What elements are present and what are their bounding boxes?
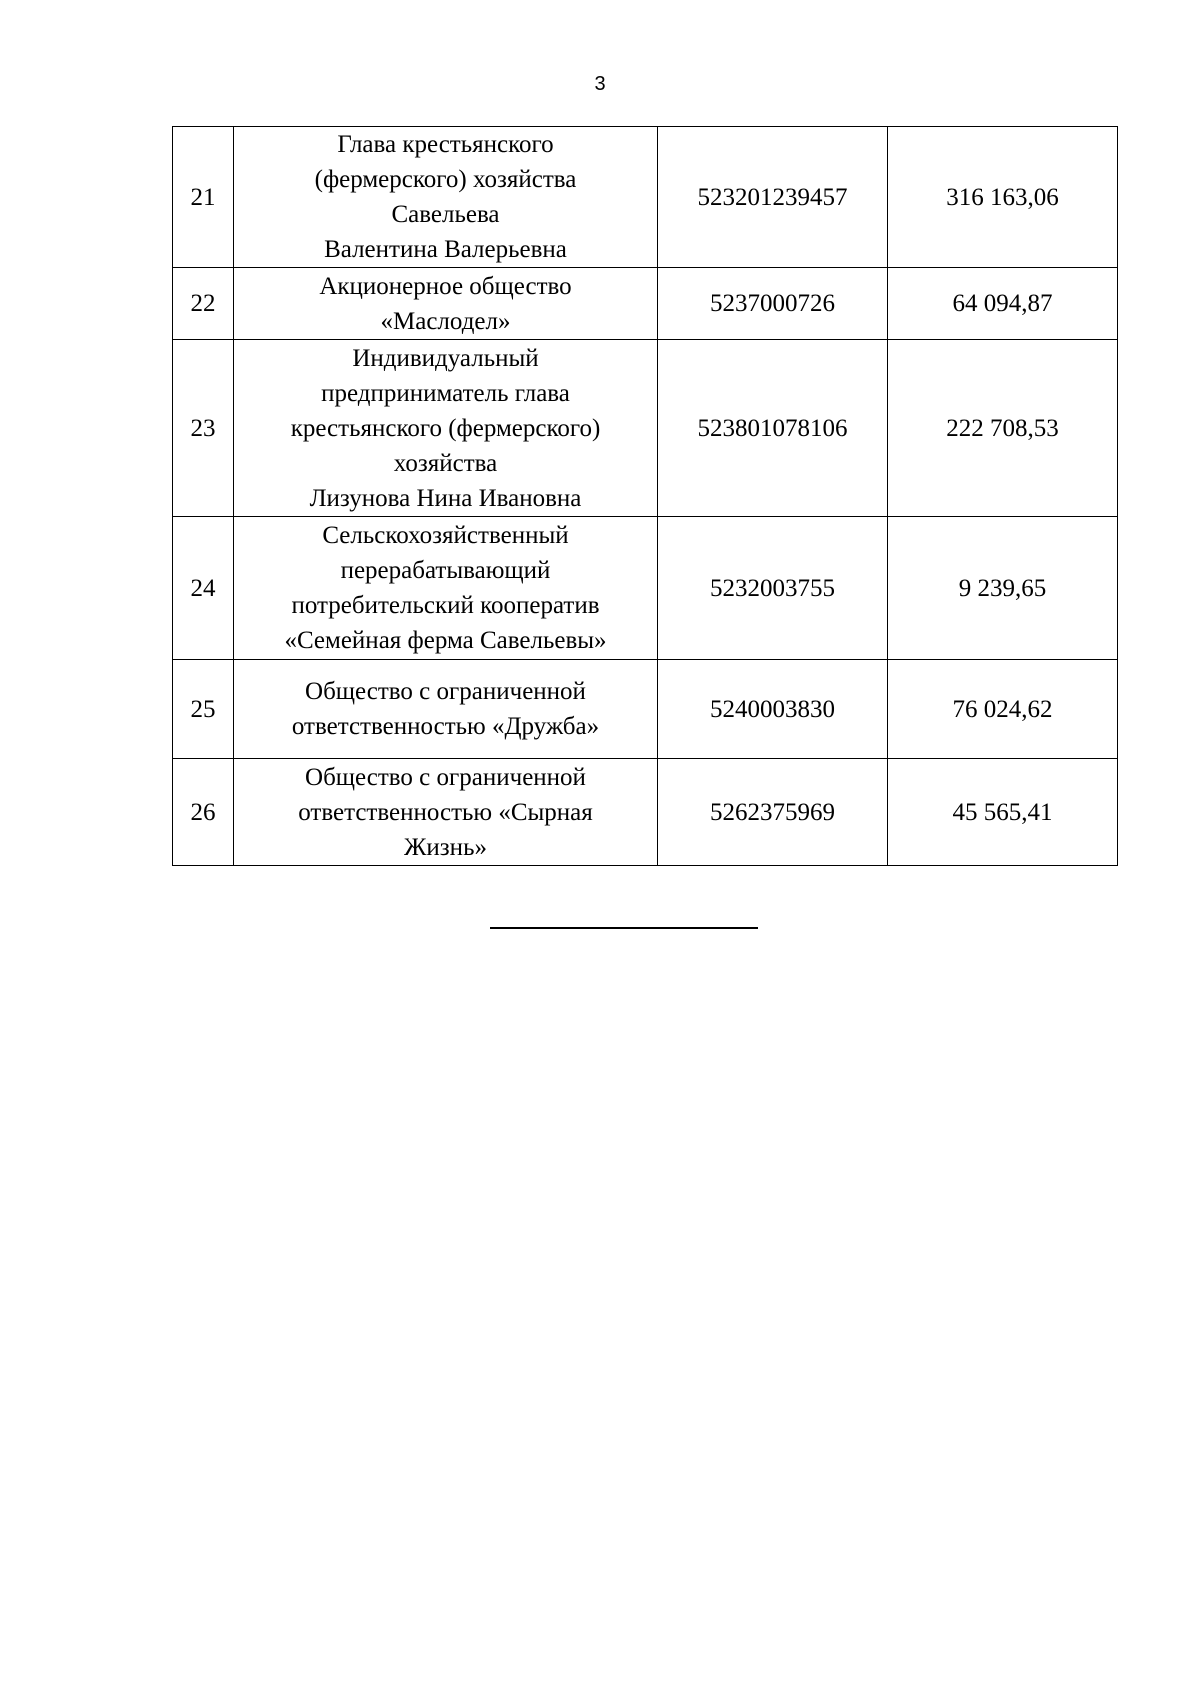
name-line: хозяйства xyxy=(393,449,498,477)
registry-table xyxy=(172,126,1118,866)
end-of-document-rule xyxy=(490,927,758,929)
name-line: «Маслодел» xyxy=(380,307,511,335)
row-number: 23 xyxy=(173,340,234,517)
name-line: Общество с ограниченной xyxy=(305,678,586,705)
amount-cell: 316 163,06 xyxy=(888,127,1118,268)
name-line: крестьянского (фермерского) xyxy=(290,414,601,442)
row-number: 24 xyxy=(173,517,234,660)
name-line: Савельева xyxy=(391,201,500,228)
row-number: 25 xyxy=(173,660,234,759)
table-row xyxy=(173,340,1118,517)
name-line: Индивидуальный xyxy=(352,344,539,372)
inn-cell: 5237000726 xyxy=(658,268,888,340)
organization-name xyxy=(234,660,658,759)
name-line: предприниматель глава xyxy=(321,379,570,407)
inn-cell: 5262375969 xyxy=(658,759,888,866)
organization-name xyxy=(234,759,658,866)
row-number: 22 xyxy=(173,268,234,340)
row-number: 21 xyxy=(173,127,234,268)
table-row xyxy=(173,517,1118,660)
name-line: «Семейная ферма Савельевы» xyxy=(284,627,607,654)
organization-name xyxy=(234,268,658,340)
name-line: Валентина Валерьевна xyxy=(324,236,567,263)
inn-cell: 5232003755 xyxy=(658,517,888,660)
name-line: Акционерное общество xyxy=(319,272,572,300)
name-line: Жизнь» xyxy=(404,833,487,861)
amount-cell: 64 094,87 xyxy=(888,268,1118,340)
table-row xyxy=(173,759,1118,866)
name-line: Глава крестьянского xyxy=(337,131,554,158)
table-row xyxy=(173,268,1118,340)
name-line: (фермерского) хозяйства xyxy=(314,166,577,193)
amount-cell: 9 239,65 xyxy=(888,517,1118,660)
page-number: 3 xyxy=(594,73,606,95)
name-line: Общество с ограниченной xyxy=(305,763,586,791)
table-row xyxy=(173,660,1118,759)
name-line: ответственностью «Дружба» xyxy=(291,713,600,740)
name-line: перерабатывающий xyxy=(340,557,551,584)
inn-cell: 523801078106 xyxy=(658,340,888,517)
amount-cell: 76 024,62 xyxy=(888,660,1118,759)
name-line: ответственностью «Сырная xyxy=(298,798,593,826)
organization-name xyxy=(234,340,658,517)
row-number: 26 xyxy=(173,759,234,866)
name-line: потребительский кооператив xyxy=(291,592,600,619)
name-line: Сельскохозяйственный xyxy=(322,522,569,549)
name-line: Лизунова Нина Ивановна xyxy=(309,484,582,512)
table-row xyxy=(173,127,1118,268)
inn-cell: 5240003830 xyxy=(658,660,888,759)
amount-cell: 45 565,41 xyxy=(888,759,1118,866)
organization-name xyxy=(234,127,658,268)
registry-table-body xyxy=(173,127,1118,866)
organization-name xyxy=(234,517,658,660)
inn-cell: 523201239457 xyxy=(658,127,888,268)
amount-cell: 222 708,53 xyxy=(888,340,1118,517)
